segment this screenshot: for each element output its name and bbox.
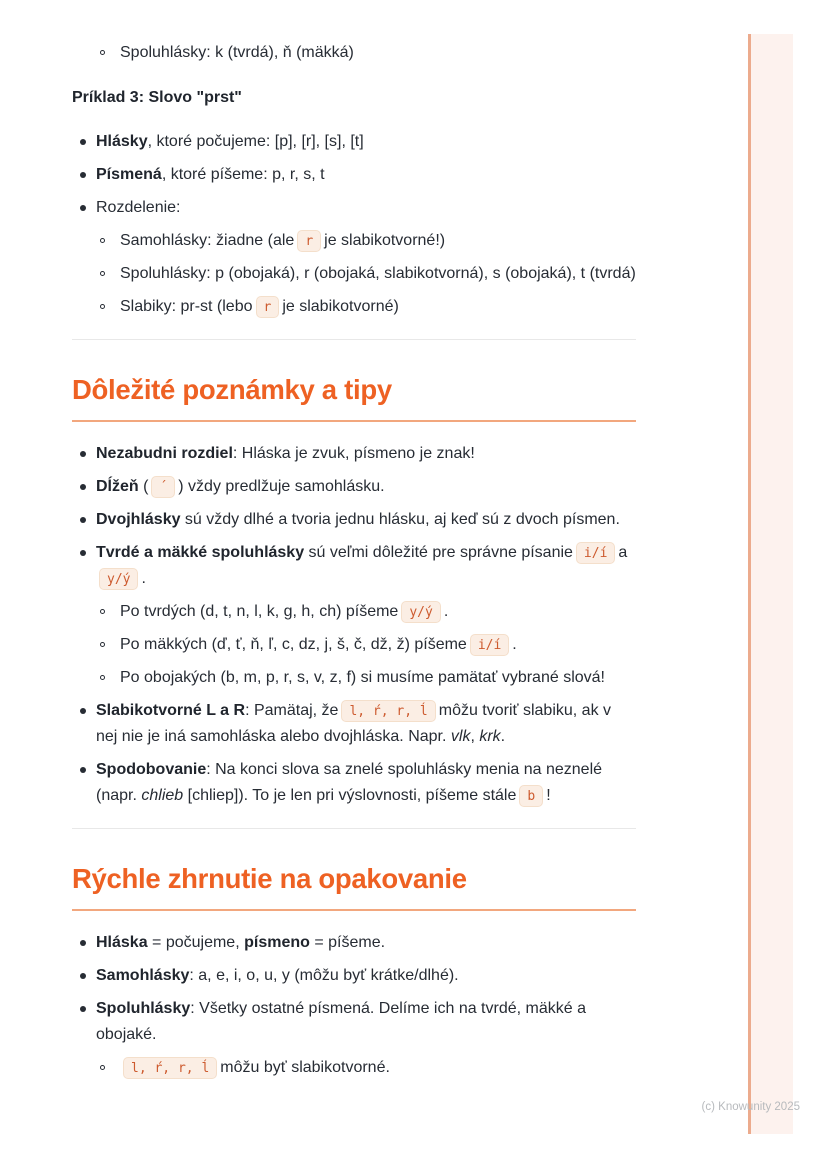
section-title-underline [72,909,636,911]
text-segment: = píšeme. [309,934,386,951]
text-segment: , ktoré píšeme: p, r, s, t [161,166,325,183]
text-segment: : Všetky ostatné písmená. Delíme ich na tvrdé, mäkké a obojaké. [96,1000,586,1043]
bold-text: Samohlásky [96,967,190,984]
italic-text: chlieb [141,787,184,804]
bullet-circle-icon [100,50,105,55]
text-segment: Slabiky: pr-st (lebo [120,298,253,315]
text-segment: : Na konci slova sa znelé spoluhlásky menia na neznelé (napr. [96,761,603,804]
text-segment: : Hláska je zvuk, písmeno je znak! [232,445,475,462]
bold-text: Nezabudni rozdiel [96,445,233,462]
bullet-disc-icon [80,973,86,979]
list-item [72,507,636,533]
inline-code-badge: l, ŕ, r, ĺ [341,700,435,722]
inline-code-badge: ´ [151,476,175,498]
section-separator [72,339,636,340]
list-item [72,930,636,956]
text-segment: sú veľmi dôležité pre správne písanie [304,544,573,561]
text-segment: je slabikotvorné!) [324,232,446,249]
bold-text: Dĺžeň [96,478,139,495]
inline-code-badge: r [297,230,321,252]
bold-text: Hlásky [96,133,148,150]
bold-text: Písmená [96,166,162,183]
bullet-disc-icon [80,484,86,490]
section-title-notes: Dôležité poznámky a tipy [72,374,392,405]
list-item [72,632,636,658]
list-item [72,40,636,66]
bullet-circle-icon [100,304,105,309]
inline-code-badge: y/ý [99,568,138,590]
bullet-circle-icon [100,675,105,680]
bullet-circle-icon [100,1065,105,1070]
text-segment: môžu tvoriť slabiku, ak v nej nie je iná samohláska alebo dvojhláska. Napr. [96,702,612,745]
section-separator [72,828,636,829]
bullet-disc-icon [80,517,86,523]
list-item [72,195,636,221]
list-item [72,698,636,750]
inline-code-badge: b [519,785,543,807]
text-segment: a [618,544,628,561]
bullet-disc-icon [80,139,86,145]
list-item [72,441,636,467]
bullet-disc-icon [80,1006,86,1012]
text-segment: je slabikotvorné) [282,298,399,315]
bullet-disc-icon [80,767,86,773]
text-segment: ) vždy predlžuje samohlásku. [178,478,385,495]
list-item [72,665,636,691]
example-list [72,129,636,320]
list-item [72,261,636,287]
example-heading: Príklad 3: Slovo "prst" [72,89,242,106]
intro-sublist [72,40,636,66]
bold-text: Slabikotvorné L a R [96,702,246,719]
text-segment: môžu byť slabikotvorné. [220,1059,390,1076]
inline-code-badge: y/ý [401,601,440,623]
list-item [72,996,636,1048]
text-segment: Spoluhlásky: k (tvrdá), ň (mäkká) [120,44,354,61]
bullet-disc-icon [80,172,86,178]
list-item [72,1055,636,1081]
text-segment: [chliep]). To je len pri výslovnosti, píšeme stále [183,787,517,804]
text-segment: : Pamätaj, že [245,702,339,719]
inline-code-badge: r [256,296,280,318]
inline-code-badge: l, ŕ, r, ĺ [123,1057,217,1079]
text-segment: sú vždy dlhé a tvoria jednu hlásku, aj keď sú z dvoch písmen. [180,511,620,528]
list-item [72,162,636,188]
text-segment: , ktoré počujeme: [p], [r], [s], [t] [147,133,364,150]
section-title-summary: Rýchle zhrnutie na opakovanie [72,863,467,894]
bold-text: Spoluhlásky [96,1000,191,1017]
bullet-disc-icon [80,940,86,946]
text-segment: : a, e, i, o, u, y (môžu byť krátke/dlhé). [189,967,459,984]
text-segment: Rozdelenie: [96,199,181,216]
text-segment: . [141,570,146,587]
text-segment: Po obojakých (b, m, p, r, s, v, z, f) si musíme pamätať vybrané slová! [120,669,605,686]
list-item [72,599,636,625]
inline-code-badge: i/í [470,634,509,656]
text-segment: . [512,636,517,653]
bold-text: Spodobovanie [96,761,207,778]
text-segment: = počujeme, [147,934,245,951]
bullet-circle-icon [100,271,105,276]
italic-text: krk [479,728,501,745]
bullet-disc-icon [80,451,86,457]
text-segment: Po tvrdých (d, t, n, l, k, g, h, ch) píšeme [120,603,399,620]
list-item [72,757,636,809]
bullet-disc-icon [80,550,86,556]
bullet-circle-icon [100,609,105,614]
bold-text: Dvojhlásky [96,511,181,528]
bullet-circle-icon [100,238,105,243]
italic-text: vlk [450,728,471,745]
list-item [72,228,636,254]
bullet-disc-icon [80,205,86,211]
notes-list [72,441,636,809]
page-edge-stripe [748,34,793,1134]
text-segment: Spoluhlásky: p (obojaká), r (obojaká, slabikotvorná), s (obojaká), t (tvrdá) [120,265,636,282]
list-item [72,963,636,989]
text-segment: . [500,728,506,745]
summary-list [72,930,636,1081]
list-item [72,294,636,320]
text-segment: Po mäkkých (ď, ť, ň, ľ, c, dz, j, š, č, dž, ž) píšeme [120,636,467,653]
text-segment: . [443,603,449,620]
section-title-underline [72,420,636,422]
text-segment: Samohlásky: žiadne (ale [120,232,295,249]
text-segment: ! [546,787,551,804]
list-item [72,129,636,155]
text-segment: ( [138,478,149,495]
bullet-circle-icon [100,642,105,647]
copyright-footer: (c) Knowunity 2025 [701,1101,800,1113]
list-item [72,540,636,592]
inline-code-badge: i/í [576,542,615,564]
bold-text: písmeno [244,934,310,951]
list-item [72,474,636,500]
bold-text: Tvrdé a mäkké spoluhlásky [96,544,305,561]
text-segment: , [470,728,480,745]
document-body [72,40,636,1088]
bold-text: Hláska [96,934,148,951]
bullet-disc-icon [80,708,86,714]
